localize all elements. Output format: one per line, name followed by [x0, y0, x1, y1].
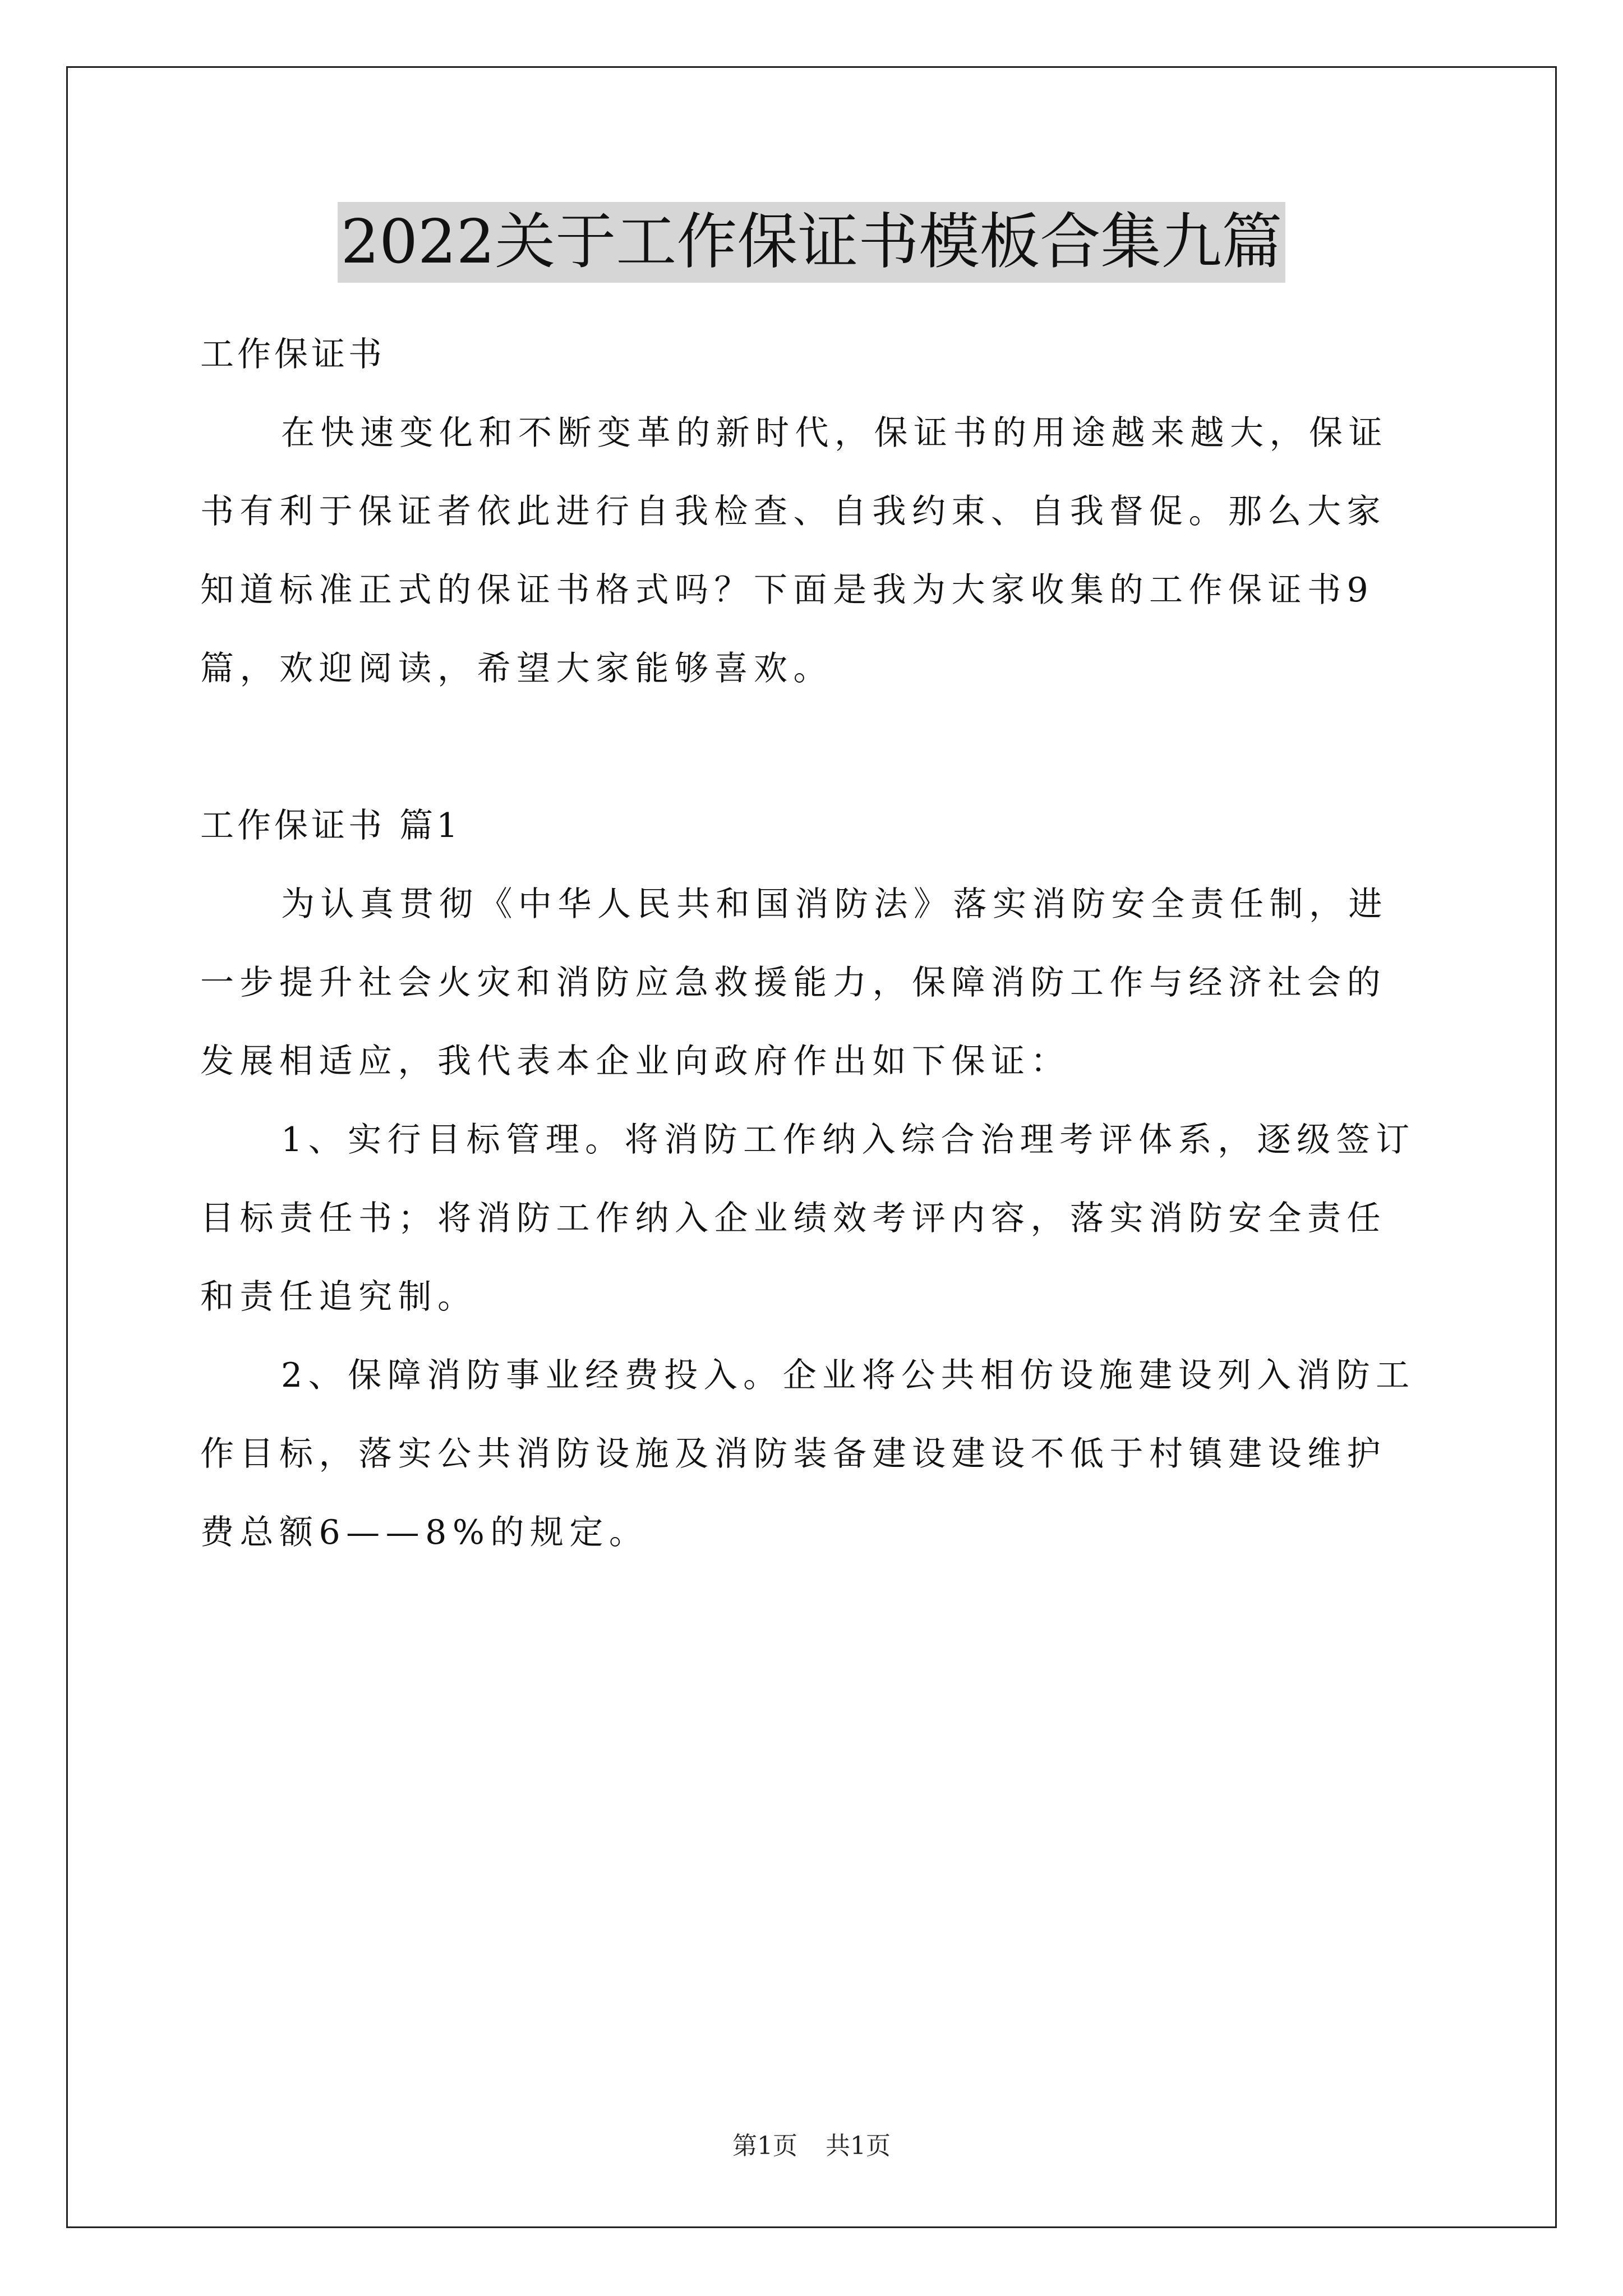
section1-item-1 [200, 1101, 1423, 1336]
intro-paragraph [200, 394, 1423, 708]
intro-line: 知道标准正式的保证书格式吗？下面是我为大家收集的工作保证书9 [200, 570, 1375, 610]
item2-line: 费总额6——8%的规定。 [200, 1513, 649, 1552]
item2-line: 2、保障消防事业经费投入。企业将公共相仿设施建设列入消防工 [281, 1356, 1415, 1395]
section1-line: 为认真贯彻《中华人民共和国消防法》落实消防安全责任制，进 [281, 885, 1388, 924]
document-title: 2022关于工作保证书模板合集九篇 [338, 202, 1286, 283]
intro-heading: 工作保证书 [200, 335, 385, 374]
item1-line: 目标责任书；将消防工作纳入企业绩效考评内容，落实消防安全责任 [200, 1199, 1386, 1238]
intro-line: 在快速变化和不断变革的新时代，保证书的用途越来越大，保证 [281, 413, 1388, 453]
section1-line: 发展相适应，我代表本企业向政府作出如下保证： [200, 1042, 1070, 1081]
document-body [200, 315, 1423, 1572]
section1-item-2 [200, 1336, 1423, 1572]
item2-line: 作目标，落实公共消防设施及消防装备建设建设不低于村镇建设维护 [200, 1434, 1386, 1474]
page-number-current: 第1页 [732, 2132, 797, 2160]
item1-line: 和责任追究制。 [200, 1277, 477, 1317]
section1-paragraph [200, 865, 1423, 1101]
paragraph-spacer [200, 708, 1423, 786]
title-container [0, 202, 1623, 283]
page-footer [0, 2131, 1623, 2162]
section1-line: 一步提升社会火灾和消防应急救援能力，保障消防工作与经济社会的 [200, 963, 1386, 1002]
item1-line: 1、实行目标管理。将消防工作纳入综合治理考评体系，逐级签订 [281, 1120, 1415, 1159]
section1-heading: 工作保证书 篇1 [200, 806, 462, 845]
page-number-total: 共1页 [826, 2132, 891, 2160]
intro-line: 篇，欢迎阅读，希望大家能够喜欢。 [200, 649, 833, 688]
intro-line: 书有利于保证者依此进行自我检查、自我约束、自我督促。那么大家 [200, 492, 1386, 531]
